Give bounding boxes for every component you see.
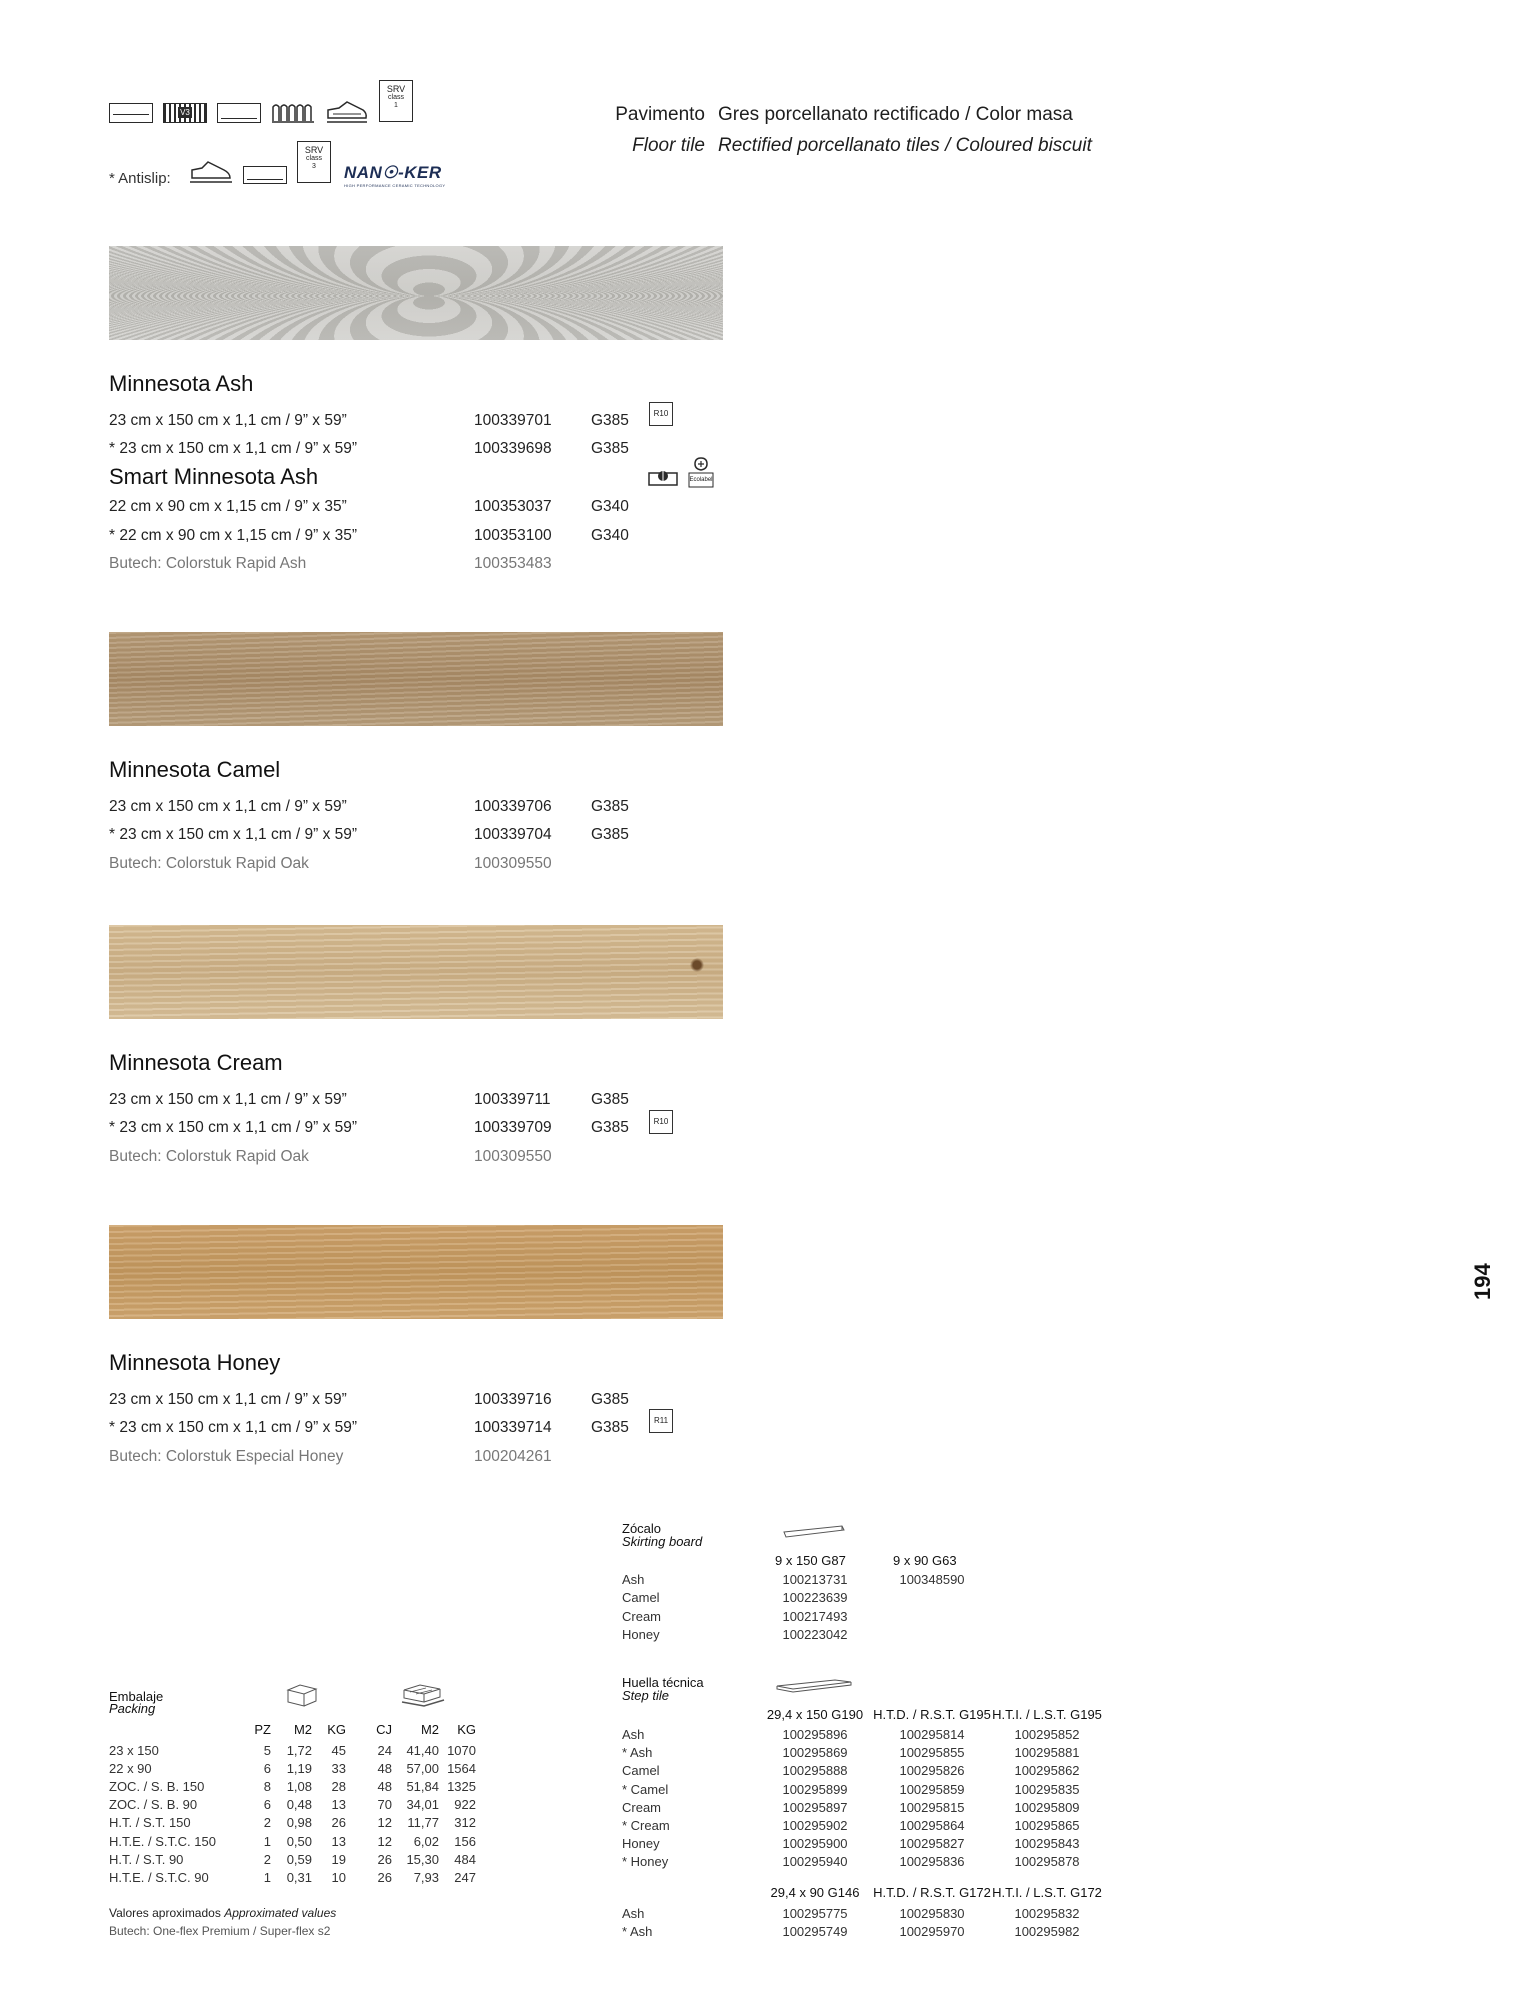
huella-row-code: 100295855 [899, 1745, 965, 1761]
wall-tile-icon [109, 103, 153, 123]
packing-row-value: 26 [377, 1869, 392, 1885]
ash-swatch [109, 246, 723, 340]
huella-row-code: 100295775 [782, 1906, 848, 1921]
smart-ash-title: Smart Minnesota Ash [109, 464, 319, 489]
huella-row-code: 100295900 [782, 1836, 848, 1852]
huella-row-name: * Camel [622, 1781, 669, 1797]
packing-row-value: 484 [454, 1851, 476, 1867]
huella-col-header: H.T.I. / L.S.T. G195 [992, 1707, 1102, 1722]
packing-row-name: H.T. / S.T. 150 [109, 1815, 191, 1831]
packing-row-value: 1070 [447, 1743, 476, 1758]
huella-row-name: Cream [622, 1799, 662, 1815]
packing-col-header: CJ [376, 1722, 392, 1737]
packing-row-value: 6,02 [413, 1833, 439, 1849]
huella-subtitle: Step tile [622, 1688, 669, 1703]
honey-r11-badge: R11 [649, 1409, 673, 1433]
pallet-icon [398, 1680, 446, 1708]
zocalo-row-code: 100213731 [782, 1572, 848, 1587]
packing-col-header: KG [457, 1722, 476, 1737]
packing-row-value: 28 [331, 1779, 346, 1795]
huella-row-name: * Ash [622, 1924, 653, 1940]
cream-r10-badge: R10 [649, 1110, 673, 1134]
floor-tile-icon [217, 103, 261, 123]
huella-row-code: 100295902 [782, 1818, 848, 1833]
zocalo-row-code: 100223639 [782, 1590, 848, 1606]
zocalo-title: Zócalo [622, 1521, 662, 1536]
ash-r10-badge: R10 [649, 402, 673, 426]
packing-row-value: 1564 [447, 1761, 476, 1777]
packing-col-header: M2 [420, 1722, 439, 1737]
zocalo-row-name: Ash [622, 1572, 645, 1587]
zocalo-row-code: 100223042 [782, 1626, 848, 1642]
huella-col-header: 29,4 x 90 G146 [770, 1885, 860, 1900]
packing-row-value: 0,59 [286, 1851, 312, 1867]
huella-row-code: 100295865 [1014, 1818, 1080, 1833]
huella-row-code: 100295982 [1014, 1924, 1080, 1940]
packing-row-name: ZOC. / S. B. 90 [109, 1797, 198, 1813]
packing-row-value: 2 [263, 1851, 271, 1867]
srv-class-1-badge: SRV class 1 [379, 80, 413, 122]
pavimento-desc: Gres porcellanato rectificado / Color masa [718, 104, 1073, 125]
antislip-floor-icon [243, 166, 287, 184]
packing-row-value: 2 [263, 1815, 271, 1831]
huella-row-name: * Cream [622, 1818, 670, 1833]
packing-row-value: 57,00 [406, 1761, 439, 1777]
packing-row-value: 1 [263, 1833, 271, 1849]
camel-swatch [109, 632, 723, 726]
page-number: 194 [1470, 1263, 1495, 1300]
packing-row-value: 26 [331, 1815, 346, 1831]
huella-row-code: 100295899 [782, 1781, 848, 1797]
huella-row-code: 100295832 [1014, 1906, 1080, 1921]
huella-row-name: Honey [622, 1836, 660, 1852]
huella-row-name: Ash [622, 1727, 645, 1742]
honey-title: Minnesota Honey [109, 1350, 281, 1375]
packing-row-value: 7,93 [413, 1869, 439, 1885]
skirting-board-icon [782, 1522, 846, 1542]
huella-col-header: 29,4 x 150 G190 [766, 1707, 864, 1722]
packing-row-value: 48 [377, 1761, 392, 1777]
huella-row-code: 100295970 [899, 1924, 965, 1940]
packing-row-value: 12 [377, 1815, 392, 1831]
camel-title: Minnesota Camel [109, 757, 281, 782]
huella-row-code: 100295881 [1014, 1745, 1080, 1761]
packing-row-value: 26 [377, 1851, 392, 1867]
packing-row-value: 45 [331, 1743, 346, 1758]
packing-col-header: KG [327, 1722, 346, 1737]
packing-row-value: 6 [263, 1797, 271, 1813]
packing-row-value: 11,77 [407, 1815, 439, 1831]
huella-col-header: H.T.D. / R.S.T. G172 [873, 1885, 991, 1900]
packing-row-value: 1,19 [286, 1761, 312, 1777]
zocalo-col-1: 9 x 150 G87 [775, 1553, 846, 1568]
step-tile-icon [775, 1676, 853, 1694]
zocalo-row-name: Cream [622, 1608, 662, 1624]
packing-row-value: 15,30 [406, 1851, 439, 1867]
packing-row-value: 6 [263, 1761, 271, 1777]
huella-row-name: * Honey [622, 1854, 669, 1870]
packing-subtitle: Packing [109, 1701, 156, 1716]
antislip-label: * Antislip: [109, 170, 171, 187]
packing-row-value: 19 [331, 1851, 346, 1867]
packing-row-value: 12 [377, 1833, 392, 1849]
huella-row-code: 100295852 [1014, 1727, 1080, 1742]
huella-title: Huella técnica [622, 1675, 704, 1690]
packing-row-value: 1,72 [286, 1743, 312, 1758]
huella-row-code: 100295940 [782, 1854, 848, 1870]
packing-row-value: 0,48 [286, 1797, 312, 1813]
pavimento-label: Pavimento [615, 104, 705, 125]
zocalo-col-2: 9 x 90 G63 [893, 1553, 957, 1568]
packing-title: Embalaje [109, 1689, 164, 1704]
packing-row-value: 156 [454, 1833, 476, 1849]
shoe-traffic-icon [325, 98, 369, 124]
huella-row-code: 100295830 [899, 1906, 965, 1921]
packing-row-name: 22 x 90 [109, 1761, 152, 1777]
packing-row-value: 0,50 [286, 1833, 312, 1849]
huella-row-code: 100295835 [1014, 1781, 1080, 1797]
zocalo-row-code: 100348590 [899, 1572, 965, 1587]
smart-ash-install-icon [648, 467, 678, 487]
huella-row-code: 100295878 [1014, 1854, 1080, 1870]
packing-row-value: 0,31 [286, 1869, 312, 1885]
huella-row-code: 100295809 [1014, 1799, 1080, 1815]
floor-tile-desc: Rectified porcellanato tiles / Coloured biscuit [718, 135, 1092, 156]
zocalo-subtitle: Skirting board [622, 1534, 703, 1549]
packing-row-value: 34,01 [406, 1797, 439, 1813]
packing-row-value: 48 [377, 1779, 392, 1795]
huella-row-code: 100295836 [899, 1854, 965, 1870]
packing-row-value: 922 [454, 1797, 476, 1813]
srv-class-3-badge: SRV class 3 [297, 141, 331, 183]
huella-row-code: 100295843 [1014, 1836, 1080, 1852]
packing-row-value: 51,84 [406, 1779, 439, 1795]
packing-butech-note: Butech: One-flex Premium / Super-flex s2 [109, 1924, 331, 1938]
packing-row-value: 312 [454, 1815, 476, 1831]
packing-row-value: 10 [331, 1869, 346, 1885]
packing-row-value: 247 [454, 1869, 476, 1885]
packing-col-header: M2 [293, 1722, 312, 1737]
packing-row-value: 1 [263, 1869, 271, 1885]
ecolabel-icon: Ecolabel [686, 455, 716, 489]
huella-row-code: 100295827 [899, 1836, 965, 1852]
huella-row-code: 100295826 [899, 1763, 965, 1779]
ash-title: Minnesota Ash [109, 371, 254, 396]
packing-row-value: 13 [331, 1833, 346, 1849]
frost-resistant-icon [271, 101, 315, 123]
packing-row-value: 1325 [447, 1779, 476, 1795]
packing-row-value: 33 [331, 1761, 346, 1777]
huella-row-code: 100295869 [782, 1745, 848, 1761]
huella-row-code: 100295888 [782, 1763, 848, 1779]
huella-row-code: 100295749 [782, 1924, 848, 1940]
cream-swatch [109, 925, 723, 1019]
antislip-shoe-icon [188, 158, 234, 186]
packing-row-value: 8 [263, 1779, 271, 1795]
nanoker-logo: NAN☉-KER HIGH PERFORMANCE CERAMIC TECHNOLOGY [344, 163, 446, 188]
huella-row-name: Camel [622, 1763, 660, 1779]
huella-col-header: H.T.I. / L.S.T. G172 [992, 1885, 1102, 1900]
zocalo-row-name: Camel [622, 1590, 660, 1606]
huella-row-code: 100295897 [782, 1799, 848, 1815]
packing-row-value: 24 [377, 1743, 392, 1758]
packing-row-name: H.T.E. / S.T.C. 90 [109, 1869, 209, 1885]
packing-row-value: 13 [331, 1797, 346, 1813]
huella-row-name: * Ash [622, 1745, 653, 1761]
packing-row-name: ZOC. / S. B. 150 [109, 1779, 205, 1795]
huella-row-code: 100295815 [899, 1799, 965, 1815]
packing-row-name: H.T. / S.T. 90 [109, 1851, 184, 1867]
cream-title: Minnesota Cream [109, 1050, 283, 1075]
packing-row-value: 5 [263, 1743, 271, 1758]
floor-tile-label: Floor tile [632, 135, 705, 156]
packing-row-value: 0,98 [286, 1815, 312, 1831]
huella-row-code: 100295864 [899, 1818, 965, 1833]
v3-variation-icon: V3 [163, 103, 207, 123]
packing-row-name: H.T.E. / S.T.C. 150 [109, 1833, 216, 1849]
packing-row-value: 41,40 [406, 1743, 439, 1758]
honey-swatch [109, 1225, 723, 1319]
huella-col-header: H.T.D. / R.S.T. G195 [873, 1707, 991, 1722]
huella-row-name: Ash [622, 1906, 645, 1921]
packing-row-name: 23 x 150 [109, 1743, 159, 1758]
huella-row-code: 100295862 [1014, 1763, 1080, 1779]
zocalo-row-name: Honey [622, 1626, 660, 1642]
huella-row-code: 100295896 [782, 1727, 848, 1742]
approx-values-note: Valores aproximados Approximated values [109, 1906, 337, 1920]
huella-row-code: 100295814 [899, 1727, 965, 1742]
packing-row-value: 1,08 [286, 1779, 312, 1795]
packing-col-header: PZ [254, 1722, 271, 1737]
zocalo-row-code: 100217493 [782, 1608, 848, 1624]
huella-row-code: 100295859 [899, 1781, 965, 1797]
box-icon [285, 1682, 319, 1708]
packing-row-value: 70 [377, 1797, 392, 1813]
